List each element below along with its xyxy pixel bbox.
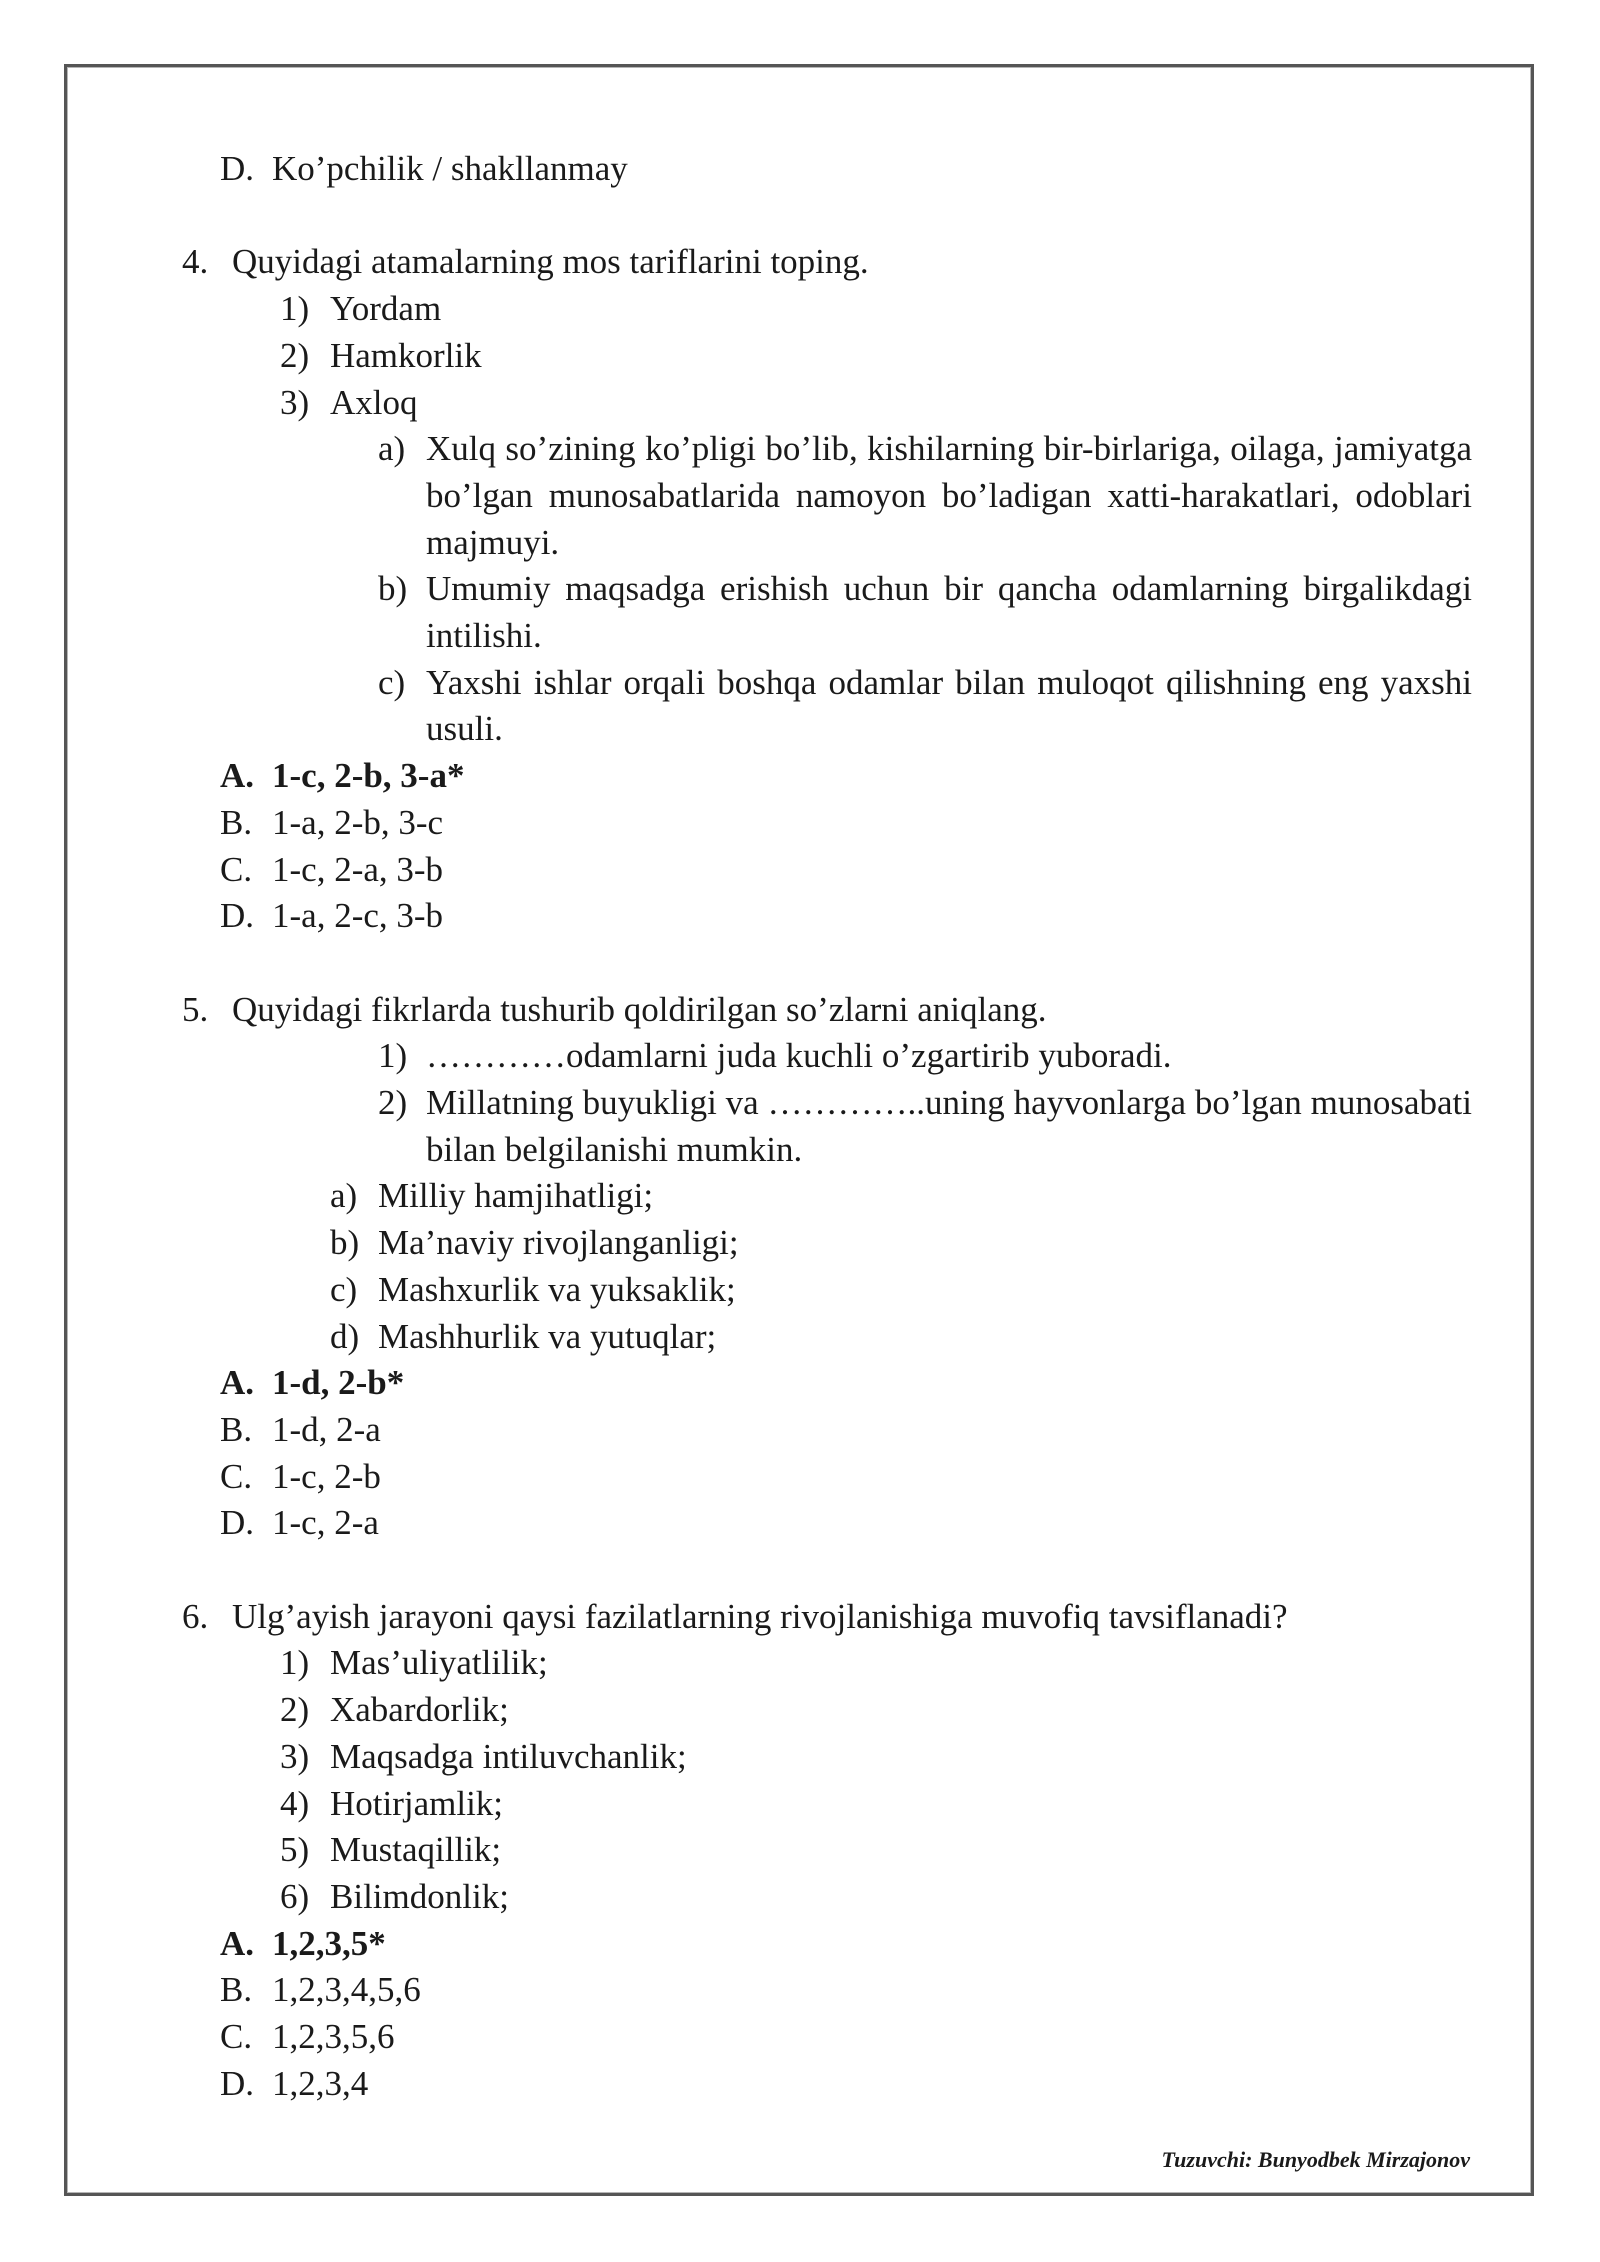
item-marker: 6) <box>280 1876 310 1916</box>
answer-letter: D. <box>220 896 255 936</box>
option-item <box>330 1267 1472 1314</box>
question-4 <box>182 239 1472 286</box>
option-text: Ma’naviy rivojlanganligi; <box>378 1223 739 1263</box>
item-text: Bilimdonlik; <box>330 1876 509 1916</box>
question-number: 5. <box>182 989 209 1029</box>
option-text: Milliy hamjihatligi; <box>378 1176 654 1216</box>
answer-option-correct <box>220 753 1472 800</box>
answer-letter: D. <box>220 1503 255 1543</box>
item-text: Mustaqillik; <box>330 1830 502 1870</box>
answer-text: 1,2,3,4,5,6 <box>272 1970 421 2010</box>
answer-letter: A. <box>220 1923 255 1963</box>
answer-option <box>220 1407 1472 1454</box>
question-number: 4. <box>182 242 209 282</box>
answer-text: 1-c, 2-a, 3-b <box>272 849 444 889</box>
option-item <box>330 1173 1472 1220</box>
item-text: Xabardorlik; <box>330 1690 509 1730</box>
answer-letter: A. <box>220 1363 255 1403</box>
item-marker: 2) <box>280 335 310 375</box>
item-marker: 1) <box>280 1643 310 1683</box>
item-marker: 3) <box>280 1736 310 1776</box>
answer-letter: C. <box>220 849 253 889</box>
answer-option <box>220 2014 1472 2061</box>
answer-option <box>220 2061 1472 2108</box>
answer-letter: B. <box>220 802 253 842</box>
answer-option <box>220 1967 1472 2014</box>
option-marker: d) <box>330 1316 360 1356</box>
definition-text: Xulq so’zining ko’pligi bo’lib, kishilarning bir-birlariga, oilaga, jamiyatga bo’lgan munosabatlarida namoyon bo’ladigan xatti-harakatlari, odoblari majmuyi. <box>426 429 1472 562</box>
option-marker: b) <box>330 1223 360 1263</box>
definition-marker: b) <box>378 569 408 609</box>
definition-item <box>378 426 1472 566</box>
answer-letter: B. <box>220 1970 253 2010</box>
statement-text: …………odamlarni juda kuchli o’zgartirib yuboradi. <box>426 1036 1172 1076</box>
answer-letter: D. <box>220 149 255 188</box>
item-text: Hamkorlik <box>330 335 482 375</box>
item-text: Axloq <box>330 382 418 422</box>
answer-letter: A. <box>220 756 255 796</box>
answer-option-correct <box>220 1921 1472 1968</box>
option-item <box>330 1314 1472 1361</box>
answer-text: 1-d, 2-b* <box>272 1363 405 1403</box>
option-text: Mashhurlik va yutuqlar; <box>378 1316 717 1356</box>
question-number: 6. <box>182 1596 209 1636</box>
list-item <box>280 1781 1472 1828</box>
item-marker: 3) <box>280 382 310 422</box>
list-item <box>280 1874 1472 1921</box>
item-text: Yordam <box>330 289 442 329</box>
list-item <box>280 1734 1472 1781</box>
definition-item <box>378 566 1472 659</box>
answer-option <box>220 1454 1472 1501</box>
answer-text: 1-a, 2-c, 3-b <box>272 896 444 936</box>
answer-option <box>220 893 1472 940</box>
answer-letter: B. <box>220 1409 253 1449</box>
definition-marker: a) <box>378 429 406 469</box>
list-item <box>280 1687 1472 1734</box>
question-5 <box>182 987 1472 1034</box>
item-text: Hotirjamlik; <box>330 1783 504 1823</box>
statement-item <box>378 1080 1472 1173</box>
answer-letter: C. <box>220 1456 253 1496</box>
statement-marker: 1) <box>378 1036 408 1076</box>
item-marker: 5) <box>280 1830 310 1870</box>
answer-text: 1,2,3,5* <box>272 1923 386 1963</box>
document-body <box>182 146 1472 2107</box>
answer-text: Ko’pchilik / shakllanmay <box>272 149 628 188</box>
statement-text: Millatning buyukligi va …………..uning hayvonlarga bo’lgan munosabati bilan belgilanishi mumkin. <box>426 1083 1472 1169</box>
answer-option <box>220 847 1472 894</box>
question-text: Quyidagi fikrlarda tushurib qoldirilgan so’zlarni aniqlang. <box>232 989 1047 1029</box>
footer-author: Tuzuvchi: Bunyodbek Mirzajonov <box>1161 2147 1470 2172</box>
statement-item <box>378 1033 1472 1080</box>
answer-option <box>220 146 1472 193</box>
item-text: Mas’uliyatlilik; <box>330 1643 548 1683</box>
definition-text: Umumiy maqsadga erishish uchun bir qancha odamlarning birgalikdagi intilishi. <box>426 569 1472 656</box>
list-item <box>280 1640 1472 1687</box>
answer-text: 1-c, 2-b <box>272 1456 381 1496</box>
statement-marker: 2) <box>378 1083 408 1123</box>
question-text: Ulg’ayish jarayoni qaysi fazilatlarning rivojlanishiga muvofiq tavsiflanadi? <box>232 1596 1288 1636</box>
option-marker: a) <box>330 1176 358 1216</box>
definition-text: Yaxshi ishlar orqali boshqa odamlar bilan muloqot qilishning eng yaxshi usuli. <box>426 662 1472 749</box>
answer-option-correct <box>220 1360 1472 1407</box>
answer-text: 1-d, 2-a <box>272 1409 381 1449</box>
item-marker: 4) <box>280 1783 310 1823</box>
item-marker: 2) <box>280 1690 310 1730</box>
option-marker: c) <box>330 1269 358 1309</box>
answer-letter: D. <box>220 2063 255 2103</box>
answer-text: 1,2,3,4 <box>272 2063 369 2103</box>
item-marker: 1) <box>280 289 310 329</box>
answer-option <box>220 1500 1472 1547</box>
answer-text: 1-c, 2-b, 3-a* <box>272 756 465 796</box>
list-item <box>280 286 1472 333</box>
option-item <box>330 1220 1472 1267</box>
item-text: Maqsadga intiluvchanlik; <box>330 1736 687 1776</box>
list-item <box>280 1827 1472 1874</box>
answer-text: 1,2,3,5,6 <box>272 2017 395 2057</box>
definition-marker: c) <box>378 662 406 702</box>
list-item <box>280 333 1472 380</box>
answer-option <box>220 800 1472 847</box>
answer-text: 1-c, 2-a <box>272 1503 379 1543</box>
question-text: Quyidagi atamalarning mos tariflarini toping. <box>232 242 869 282</box>
option-text: Mashxurlik va yuksaklik; <box>378 1269 736 1309</box>
answer-letter: C. <box>220 2017 253 2057</box>
list-item <box>280 380 1472 427</box>
question-6 <box>182 1594 1472 1641</box>
answer-text: 1-a, 2-b, 3-c <box>272 802 444 842</box>
definition-item <box>378 660 1472 753</box>
